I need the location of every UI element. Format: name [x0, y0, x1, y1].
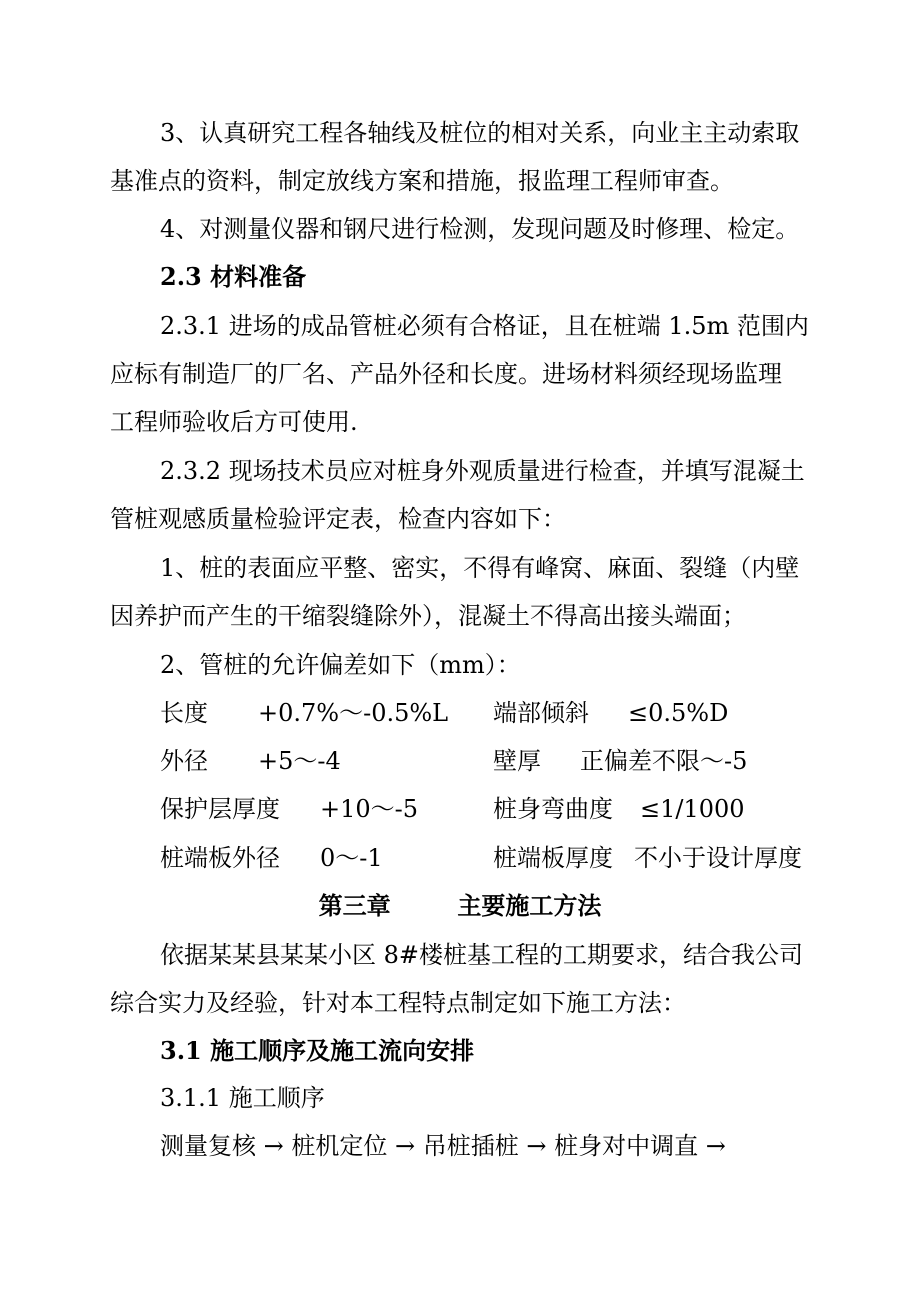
tolerance-value: ≤1/1000 — [640, 795, 745, 823]
tolerance-label: 保护层厚度 — [160, 795, 280, 823]
paragraph-line: 工程师验收后方可使用. — [110, 408, 358, 436]
tolerance-value: 不小于设计厚度 — [634, 844, 802, 872]
paragraph-line: 基准点的资料，制定放线方案和措施，报监理工程师审查。 — [110, 167, 734, 195]
tolerance-value: +5～-4 — [258, 747, 341, 775]
process-flow-line: 测量复核 → 桩机定位 → 吊桩插桩 → 桩身对中调直 → — [160, 1132, 726, 1160]
paragraph-line: 2.3.2 现场技术员应对桩身外观质量进行检查，并填写混凝土 — [160, 457, 805, 485]
paragraph-line: 3、认真研究工程各轴线及桩位的相对关系，向业主主动索取 — [160, 119, 800, 147]
tolerance-value: ≤0.5%D — [628, 699, 729, 727]
tolerance-label: 壁厚 — [493, 747, 541, 775]
paragraph-line: 应标有制造厂的厂名、产品外径和长度。进场材料须经现场监理 — [110, 360, 782, 388]
paragraph-line: 2.3.1 进场的成品管桩必须有合格证，且在桩端 1.5m 范围内 — [160, 312, 809, 340]
tolerance-label: 桩端板外径 — [160, 844, 280, 872]
paragraph-line: 4、对测量仪器和钢尺进行检测，发现问题及时修理、检定。 — [160, 215, 800, 243]
tolerance-label: 长度 — [160, 699, 208, 727]
paragraph-line: 综合实力及经验，针对本工程特点制定如下施工方法： — [110, 989, 686, 1017]
section-heading: 2.3 材料准备 — [160, 262, 307, 291]
tolerance-value: +10～-5 — [320, 795, 419, 823]
tolerance-label: 桩身弯曲度 — [493, 795, 613, 823]
tolerance-value: +0.7%～-0.5%L — [258, 699, 449, 727]
section-heading: 3.1 施工顺序及施工流向安排 — [160, 1036, 475, 1065]
paragraph-line: 1、桩的表面应平整、密实，不得有峰窝、麻面、裂缝（内壁 — [160, 554, 800, 582]
subsection-heading: 3.1.1 施工顺序 — [160, 1084, 325, 1112]
paragraph-line: 2、管桩的允许偏差如下（mm）： — [160, 651, 521, 679]
tolerance-label: 桩端板厚度 — [493, 844, 613, 872]
tolerance-value: 正偏差不限～-5 — [580, 747, 748, 775]
paragraph-line: 因养护而产生的干缩裂缝除外），混凝土不得高出接头端面； — [110, 602, 746, 630]
chapter-title: 第三章 主要施工方法 — [318, 891, 602, 920]
tolerance-value: 0～-1 — [320, 844, 383, 872]
paragraph-line: 依据某某县某某小区 8#楼桩基工程的工期要求，结合我公司 — [160, 941, 804, 969]
paragraph-line: 管桩观感质量检验评定表，检查内容如下： — [110, 505, 566, 533]
tolerance-label: 端部倾斜 — [493, 699, 589, 727]
tolerance-label: 外径 — [160, 747, 208, 775]
